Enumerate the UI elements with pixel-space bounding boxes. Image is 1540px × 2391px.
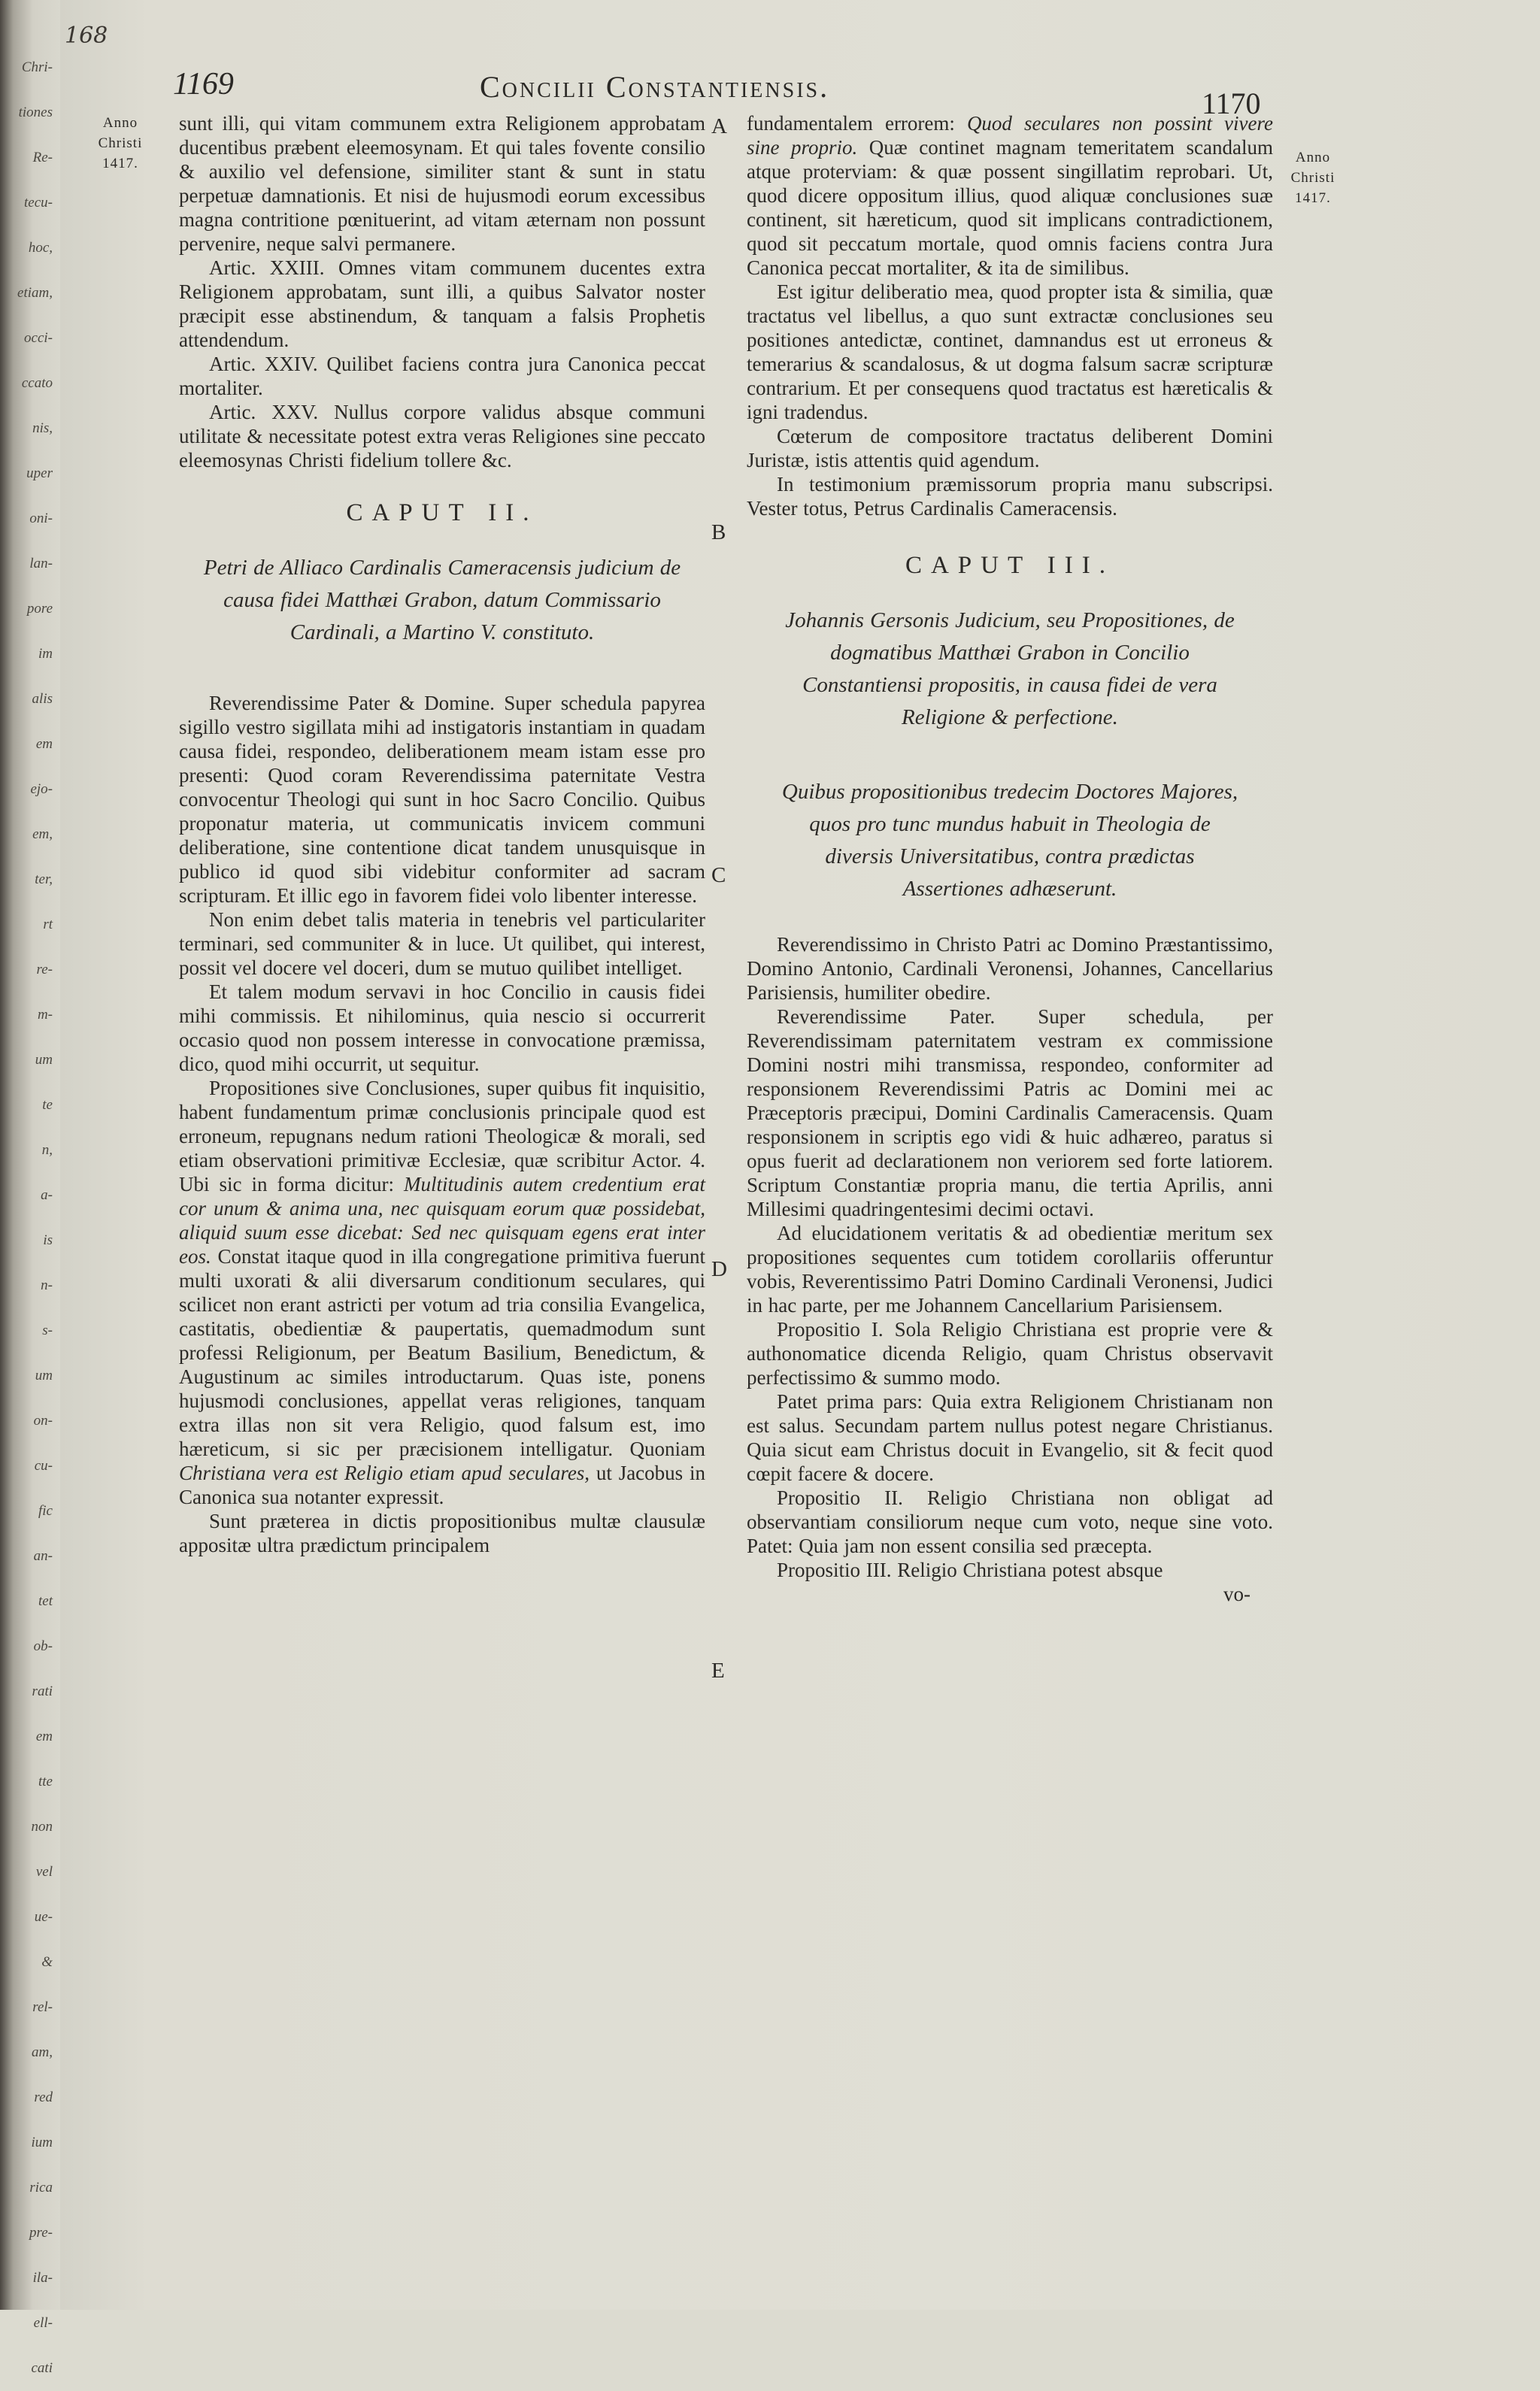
spine-fragment: pore <box>26 601 53 617</box>
margin-letter-d: D <box>711 1257 727 1281</box>
spine-fragment: rt <box>43 917 53 932</box>
spine-fragment: re- <box>36 962 53 977</box>
paragraph: Reverendissime Pater & Domine. Super schedula papyrea sigillo vestro sigillata mihi ad instigatoris instantiam in quadam causa fidei, respondeo, deliberationem meam istam esse pro presenti: Quod coram Reverendissima paternitate Vestra convocentur Theologi qui sunt in hoc Sacro Concilio. Quibus proponatur materia, ut communicatis invicem communi deliberatione, sine contentione dicat tandem unusquisque in publico id quod sibi videbitur conformiter ad sacram scripturam. Et illic ego in favorem fidei volo libenter interesse. <box>179 692 705 907</box>
year-note-left: Anno Christi 1417. <box>98 115 143 171</box>
spine-fragment: m- <box>37 1007 53 1023</box>
spine-fragment: tiones <box>18 105 53 120</box>
margin-letter-c: C <box>711 863 726 887</box>
running-header <box>60 66 1540 120</box>
catchword: vo- <box>1223 1583 1250 1605</box>
spine-fragment: em <box>35 1729 53 1744</box>
paragraph: Est igitur deliberatio mea, quod propter ista & similia, quæ tractatus vel libellus, a quo sunt extractæ conclusiones seu positiones antedictæ, continet, damnandus est ut erroneus & temerarius & scandalosus, & ut dogma falsum sacræ scripturæ contrarium. Et per consequens quod tractatus est hæreticalis & igni tradendus. <box>747 280 1273 423</box>
spine-fragment: ell- <box>33 2315 53 2331</box>
spine-fragment: ue- <box>34 1909 53 1925</box>
spine-fragment: Chri- <box>21 59 53 75</box>
spine-fragment: Re- <box>32 150 53 165</box>
spine-fragment: non <box>31 1819 53 1835</box>
spine-fragment: tte <box>38 1774 53 1789</box>
spine-fragment: rica <box>29 2180 53 2196</box>
spine-fragment: tet <box>38 1593 53 1609</box>
spine-fragment: em, <box>32 826 53 842</box>
opposite-page-number: 168 <box>65 23 108 49</box>
paragraph: sunt illi, qui vitam communem extra Religionem approbatam ducentibus præbent eleemosynam. Et qui tales fovente consilio & auxilio vel defensione, similiter stant & sunt in statu perpetuæ damnationis. Et nisi de hujusmodi eorum excessibus magna contritione pœnituerint, ad vitam æternam non possunt pervenire, neque salvi permanere. <box>179 112 705 255</box>
proposition-3: Propositio III. Religio Christiana potest absque <box>777 1559 1163 1581</box>
chapter-subtitle: Petri de Alliaco Cardinalis Cameracensis judicium de causa fidei Matthæi Grabon, datum Commissario Cardinali, a Martino V. constituto. <box>203 556 681 644</box>
spine-fragment: uper <box>26 465 53 481</box>
margin-letter-e: E <box>711 1659 725 1683</box>
spine-fragment: a- <box>41 1187 53 1203</box>
year-note-right: Anno Christi 1417. <box>1290 150 1335 206</box>
salutation: Reverendissimo in Christo Patri ac Domino Præstantissimo, Domino Antonio, Cardinali Veronensi, Johannes, Cancellarius Parisiensis, humiliter obedire. <box>747 933 1273 1004</box>
spine-fragment: ter, <box>35 871 53 887</box>
spine-fragment: lan- <box>29 556 53 571</box>
spine-fragment: nis, <box>32 420 53 436</box>
paragraph: fundamentalem errorem: Quod seculares non possint vivere sine proprio. Quæ continet magnam temeritatem scandalum atque proterviam: & quæ possent singillatim reprobari. Ut, quod dicere oppositum illius, quod aliquæ conclusiones suæ continent, sit hæreticum, quod sit implicans contradictionem, quod sit peccatum mortale, quod omnis faciens contra Jura Canonica peccat mortaliter, & ita de similibus. <box>747 112 1273 279</box>
spine-fragment: oni- <box>29 511 53 526</box>
spine-fragment: um <box>35 1052 53 1068</box>
spine-fragment: an- <box>33 1548 53 1564</box>
spine-fragment: & <box>41 1954 53 1970</box>
spine-fragment: alis <box>32 691 53 707</box>
spine-fragment: em <box>35 736 53 752</box>
proposition-2: Propositio II. Religio Christiana non obligat ad observantiam consiliorum neque cum voto, neque sine voto. Patet: Quia jam non essent consilia sed præcepta. <box>747 1486 1273 1557</box>
page-number-left: 1169 <box>173 67 234 102</box>
paragraph: Ad elucidationem veritatis & ad obedientiæ meritum sex propositiones sequentes cum totidem corollariis offeruntur vobis, Reverentissimo Patri Domino Cardinali Veronensi, Judici in hac parte, per me Johannem Cancellarium Parisiensem. <box>747 1222 1273 1317</box>
page-number-right: 1170 <box>1202 86 1261 120</box>
spine-fragment: occi- <box>24 330 53 346</box>
spine-fragment: rel- <box>32 1999 53 2015</box>
article-25: Artic. XXV. Nullus corpore validus absque communi utilitate & necessitate potest extra veras Religiones sine peccato eleemosynas Christi fidelium tollere &c. <box>179 401 705 471</box>
margin-letter-b: B <box>711 520 726 544</box>
spine-fragment: red <box>34 2089 53 2105</box>
article-23: Artic. XXIII. Omnes vitam communem ducentes extra Religionem approbatam, sunt illi, a quibus Salvator noster præcipit esse abstinendum, & tanquam a falsis Prophetis attendendum. <box>179 256 705 351</box>
paragraph: In testimonium præmissorum propria manu subscripsi. Vester totus, Petrus Cardinalis Cameracensis. <box>747 473 1273 520</box>
chapter-heading: CAPUT III. <box>905 552 1115 579</box>
spine-fragment: te <box>42 1097 53 1113</box>
document-page <box>60 0 1540 2310</box>
spine-fragment: etiam, <box>17 285 53 301</box>
spine-fragment: fic <box>38 1503 53 1519</box>
opposite-page-fragments <box>0 45 53 2391</box>
paragraph: Patet prima pars: Quia extra Religionem Christianam non est salus. Secundam partem nullus potest negare Christianus. Quia sicut eam Christus docuit in Evangelio, sit & fecit quod cœpit facere & docere. <box>747 1390 1273 1485</box>
paragraph: Reverendissime Pater. Super schedula, per Reverendissimam paternitatem vestram ex commissione Domini nostri mihi transmissa, respondeo, conformiter ad responsionem Reverendissimi Patris ac Domini mei ac Præceptoris præcipui, Domini Cardinalis Cameracensis. Quam responsionem in scriptis ego vidi & huic adhæreo, paratus si opus fuerit ad declarationem non veriorem sed forte latiorem. Scriptum Constantiæ propria manu, die tertia Aprilis, anni Millesimi quadringentesimi decimi octavi. <box>747 1005 1273 1220</box>
spine-fragment: tecu- <box>24 195 53 211</box>
spine-fragment: um <box>35 1368 53 1383</box>
proposition-1: Propositio I. Sola Religio Christiana est proprie vere & authonomatice dicenda Religio, quam Christus observavit perfectissimo & summo modo. <box>747 1318 1273 1389</box>
spine-fragment: ium <box>31 2135 53 2150</box>
spine-fragment: pre- <box>29 2225 53 2241</box>
spine-fragment: rati <box>32 1683 53 1699</box>
chapter-subtitle-2: Quibus propositionibus tredecim Doctores Majores, quos pro tunc mundus habuit in Theologia de diversis Universitatibus, contra prædictas Assertiones adhæserunt. <box>781 780 1238 901</box>
left-column <box>179 111 705 1557</box>
spine-fragment: ejo- <box>30 781 53 797</box>
spine-fragment: cati <box>31 2360 53 2376</box>
scripture-quote: Multitudinis autem credentium erat cor unum & anima una, nec quisquam eorum quæ possidebat, aliquid suum esse dicebat: Sed nec quisquam egens erat inter eos. <box>179 1173 705 1268</box>
spine-fragment: n- <box>41 1277 53 1293</box>
margin-letter-a: A <box>711 114 727 138</box>
article-24: Artic. XXIV. Quilibet faciens contra jura Canonica peccat mortaliter. <box>179 353 705 399</box>
right-column <box>747 111 1273 1606</box>
spine-fragment: ccato <box>21 375 53 391</box>
paragraph: Non enim debet talis materia in tenebris vel particulariter terminari, sed communiter & in luce. Ut quilibet, qui interest, possit vel docere vel doceri, dum se mutuo quilibet intelliget. <box>179 908 705 979</box>
spine-fragment: n, <box>41 1142 53 1158</box>
spine-fragment: is <box>43 1232 53 1248</box>
spine-fragment: s- <box>42 1323 53 1338</box>
chapter-subtitle: Johannis Gersonis Judicium, seu Propositiones, de dogmatibus Matthæi Grabon in Concilio Constantiensi propositis, in causa fidei de vera Religione & perfectione. <box>785 608 1235 729</box>
paragraph: Et talem modum servavi in hoc Concilio in causis fidei mihi commissis. Et nihilominus, quia nescio si occurrerit occasio quod non possem interesse in convocatione præmissa, dico, quod mihi occurrit, ut sequitur. <box>179 980 705 1075</box>
spine-fragment: im <box>38 646 53 662</box>
spine-fragment: vel <box>35 1864 53 1880</box>
spine-fragment: ob- <box>33 1638 53 1654</box>
spine-fragment: cu- <box>34 1458 53 1474</box>
spine-fragment: hoc, <box>28 240 53 256</box>
running-title: Concilii Constantiensis. <box>480 70 830 104</box>
paragraph: Propositiones sive Conclusiones, super quibus fit inquisitio, habent fundamentum primæ conclusionis principale quod est erroneum, repugnans nedum rationi Theologicæ & morali, sed etiam observationi primitivæ Ecclesiæ, quæ scribitur Actor. 4. Ubi sic in forma dicitur: Multitudinis autem credentium erat cor unum & anima una, nec quisquam eorum quæ possidebat, aliquid suum esse dicebat: Sed nec quisquam egens erat inter eos. Constat itaque quod in illa congregatione primitiva fuerunt multi uxorati & alii diversarum conditionum seculares, qui scilicet non erant astricti per votum ad tria consilia Evangelica, castitatis, obedientiæ & paupertatis, quemadmodum sunt professi Religionum, per Beatum Basilium, Benedictum, & Augustinum ac similes introductarum. Quas iste, ponens hujusmodi conclusiones, appellat veras religiones, tanquam extra illas non sit vera Religio, quod falsum est, imo hæreticum, si sic per præcisionem intelligatur. Quoniam Christiana vera est Religio etiam apud seculares, ut Jacobus in Canonica sua notanter expressit. <box>179 1077 706 1508</box>
book-spine <box>0 0 60 2376</box>
paragraph: Sunt præterea in dictis propositionibus multæ clausulæ appositæ ultra prædictum principalem <box>179 1510 705 1556</box>
spine-fragment: on- <box>33 1413 53 1429</box>
spine-fragment: ila- <box>32 2270 53 2286</box>
spine-fragment: am, <box>32 2044 53 2060</box>
chapter-heading: CAPUT II. <box>346 499 538 526</box>
paragraph: Cœterum de compositore tractatus deliberent Domini Juristæ, istis attentis quid agendum. <box>747 425 1273 471</box>
